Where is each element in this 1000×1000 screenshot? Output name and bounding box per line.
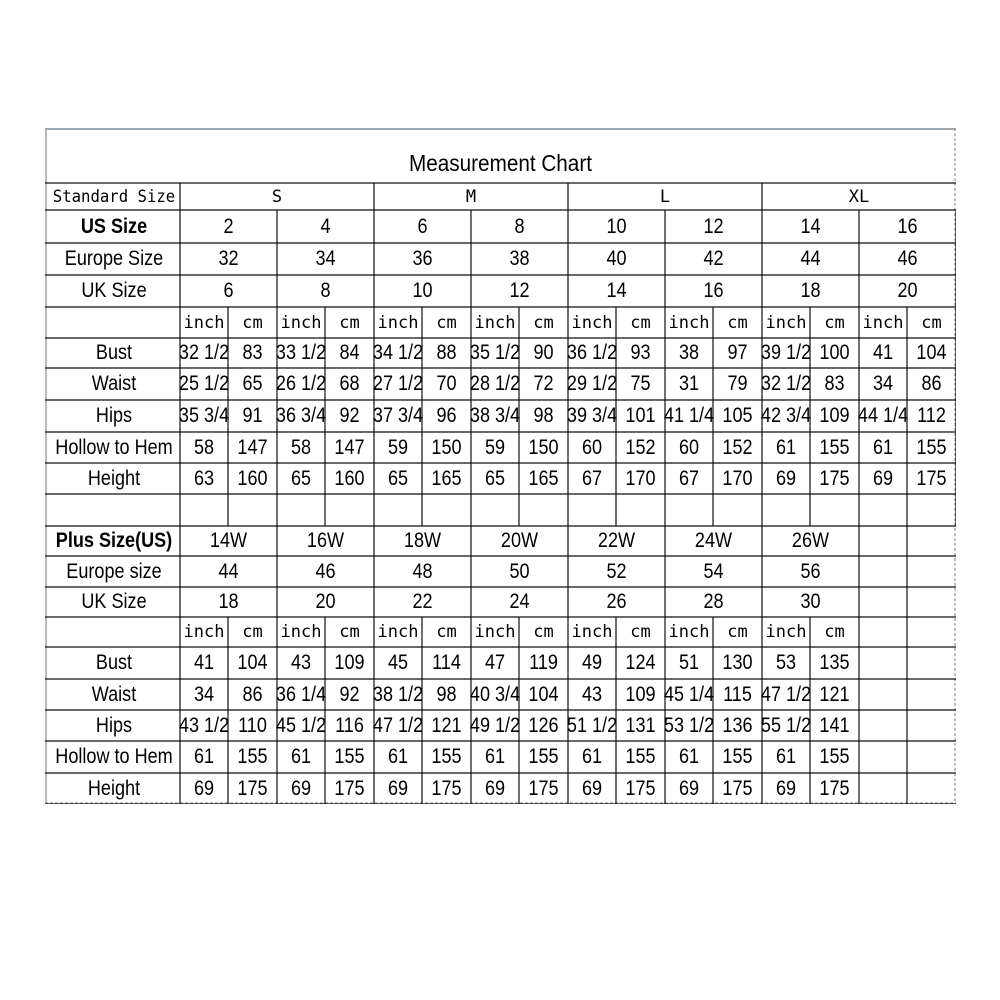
measure-value: 155 [334, 745, 365, 768]
measure-value: 97 [727, 341, 748, 364]
measure-value: 69 [290, 776, 312, 800]
uk-size-label: UK Size [81, 279, 147, 302]
measure-value: 160 [237, 466, 268, 490]
measure-value: 58 [290, 435, 312, 459]
size-value: 4 [320, 214, 331, 238]
measure-value: 27 1/2 [372, 372, 424, 395]
measure-value: 170 [625, 466, 656, 490]
measure-value: 63 [193, 466, 215, 490]
unit-cm: cm [630, 312, 651, 333]
unit-cm: cm [242, 622, 263, 642]
measure-value: 51 1/2 [566, 713, 618, 737]
measure-value: 41 1/4 [663, 404, 715, 427]
measure-value: 112 [917, 404, 946, 427]
measure-value: 35 3/4 [178, 404, 230, 427]
measure-value: 43 1/2 [178, 713, 230, 737]
measure-value: 69 [484, 776, 506, 800]
plus-size-value: 16W [306, 529, 345, 552]
measure-value: 90 [533, 341, 554, 364]
plus-size-value: 48 [412, 559, 433, 583]
plus-size-value: 24 [509, 590, 530, 613]
measure-value: 152 [722, 435, 753, 459]
measure-value: 92 [339, 682, 360, 706]
measure-value: 110 [238, 713, 267, 737]
measure-value: 61 [387, 745, 409, 768]
us-size-label: US Size [80, 214, 148, 238]
measure-value: 91 [242, 404, 263, 427]
measure-value: 155 [431, 745, 462, 768]
measure-value: 175 [819, 776, 850, 800]
size-value: 6 [223, 279, 234, 302]
unit-inch: inch [765, 312, 807, 333]
size-group-s: S [271, 186, 283, 207]
plus-us-size-label: Plus Size(US) [55, 529, 173, 552]
measure-value: 155 [819, 435, 850, 459]
measure-value: 31 [678, 372, 700, 395]
measure-value: 104 [237, 651, 268, 674]
measure-value: 69 [872, 466, 894, 490]
size-value: 44 [800, 247, 821, 270]
measure-value: 61 [775, 435, 797, 459]
plus-size-value: 56 [800, 559, 821, 583]
measure-value: 36 1/4 [275, 682, 327, 706]
measure-value: 69 [775, 776, 797, 800]
measure-value: 155 [528, 745, 559, 768]
europe-size-label: Europe Size [64, 247, 164, 270]
plus-size-value: 24W [694, 529, 733, 552]
unit-cm: cm [630, 622, 651, 642]
measure-value: 93 [630, 341, 651, 364]
standard-size-label: Standard Size [52, 186, 176, 207]
measure-value: 41 [193, 651, 215, 674]
unit-inch: inch [377, 622, 419, 642]
measure-value: 42 3/4 [760, 404, 812, 427]
size-group-m: M [465, 186, 477, 207]
measure-value: 49 [581, 651, 603, 674]
measure-value: 47 1/2 [372, 713, 424, 737]
measure-value: 150 [431, 435, 462, 459]
measure-value: 101 [625, 404, 656, 427]
measure-value: 65 [387, 466, 409, 490]
measure-value: 83 [242, 341, 263, 364]
measure-value: 130 [722, 651, 753, 674]
measure-value: 147 [237, 435, 268, 459]
measure-value: 39 3/4 [566, 404, 618, 427]
measure-value: 155 [722, 745, 753, 768]
measure-value: 155 [625, 745, 656, 768]
size-value: 14 [800, 214, 821, 238]
measure-value: 32 1/2 [178, 341, 230, 364]
measure-value: 109 [819, 404, 850, 427]
unit-cm: cm [727, 312, 748, 333]
measure-label: Height [87, 776, 141, 800]
size-group-xl: XL [848, 186, 870, 207]
unit-inch: inch [280, 312, 322, 333]
plus-size-value: 18 [218, 590, 239, 613]
plus-size-value: 30 [800, 590, 821, 613]
measure-value: 150 [528, 435, 559, 459]
measure-value: 44 1/4 [857, 404, 909, 427]
size-value: 46 [897, 247, 918, 270]
measure-value: 175 [819, 466, 850, 490]
measure-value: 61 [581, 745, 603, 768]
measure-value: 69 [193, 776, 215, 800]
measure-value: 34 [193, 682, 215, 706]
size-value: 8 [320, 279, 331, 302]
size-value: 10 [412, 279, 433, 302]
measure-value: 35 1/2 [469, 341, 521, 364]
measure-value: 41 [872, 341, 894, 364]
measure-value: 60 [581, 435, 603, 459]
size-value: 12 [703, 214, 724, 238]
measure-value: 100 [819, 341, 850, 364]
measure-value: 67 [581, 466, 603, 490]
measure-label: Waist [91, 682, 137, 706]
measure-value: 175 [916, 466, 947, 490]
unit-cm: cm [533, 622, 554, 642]
size-value: 16 [703, 279, 724, 302]
unit-cm: cm [242, 312, 263, 333]
size-value: 14 [606, 279, 627, 302]
plus-size-value: 26W [791, 529, 830, 552]
measure-value: 121 [819, 682, 850, 706]
size-value: 38 [509, 247, 530, 270]
measure-value: 33 1/2 [275, 341, 327, 364]
measure-value: 59 [484, 435, 506, 459]
size-value: 40 [606, 247, 627, 270]
unit-inch: inch [377, 312, 419, 333]
measure-value: 92 [339, 404, 360, 427]
measure-label: Bust [95, 651, 133, 674]
measure-label: Waist [91, 372, 137, 395]
unit-inch: inch [183, 622, 225, 642]
unit-inch: inch [571, 312, 613, 333]
measure-value: 175 [625, 776, 656, 800]
measure-value: 59 [387, 435, 409, 459]
measure-value: 47 [484, 651, 506, 674]
measure-value: 53 [775, 651, 797, 674]
measure-value: 121 [431, 713, 462, 737]
size-value: 18 [800, 279, 821, 302]
plus-size-value: 44 [218, 559, 239, 583]
measure-value: 61 [775, 745, 797, 768]
size-value: 20 [897, 279, 918, 302]
measure-value: 47 1/2 [760, 682, 812, 706]
measure-value: 32 1/2 [760, 372, 812, 395]
measure-label: Hips [95, 404, 133, 427]
measure-value: 175 [237, 776, 268, 800]
measure-value: 26 1/2 [275, 372, 327, 395]
measurement-chart [45, 128, 956, 804]
measure-value: 49 1/2 [469, 713, 521, 737]
plus-size-value: 28 [703, 590, 724, 613]
measure-value: 126 [528, 713, 559, 737]
measure-value: 79 [727, 372, 748, 395]
measure-value: 83 [824, 372, 845, 395]
measure-value: 38 3/4 [469, 404, 521, 427]
unit-cm: cm [921, 312, 942, 333]
measure-value: 104 [916, 341, 947, 364]
unit-inch: inch [668, 622, 710, 642]
measure-value: 175 [334, 776, 365, 800]
measure-value: 61 [678, 745, 700, 768]
unit-inch: inch [474, 312, 516, 333]
size-value: 8 [514, 214, 525, 238]
measure-value: 114 [432, 651, 461, 674]
measure-value: 160 [334, 466, 365, 490]
measure-value: 86 [921, 372, 942, 395]
measure-value: 39 1/2 [760, 341, 812, 364]
size-group-l: L [659, 186, 671, 207]
unit-cm: cm [727, 622, 748, 642]
plus-size-value: 20 [315, 590, 336, 613]
measure-value: 98 [533, 404, 554, 427]
measure-value: 36 3/4 [275, 404, 327, 427]
measure-value: 45 [387, 651, 409, 674]
size-value: 16 [897, 214, 918, 238]
unit-cm: cm [824, 622, 845, 642]
plus-size-value: 18W [403, 529, 442, 552]
measure-value: 60 [678, 435, 700, 459]
measure-value: 105 [722, 404, 753, 427]
unit-cm: cm [339, 312, 360, 333]
unit-cm: cm [339, 622, 360, 642]
measure-value: 67 [678, 466, 700, 490]
measure-value: 61 [193, 745, 215, 768]
measure-value: 69 [387, 776, 409, 800]
measure-value: 115 [723, 682, 752, 706]
chart-title: Measurement Chart [409, 149, 592, 176]
measure-value: 65 [290, 466, 312, 490]
unit-inch: inch [183, 312, 225, 333]
measure-value: 109 [334, 651, 365, 674]
measure-value: 86 [242, 682, 263, 706]
measure-value: 152 [625, 435, 656, 459]
unit-cm: cm [533, 312, 554, 333]
measure-value: 65 [242, 372, 263, 395]
measure-value: 34 [872, 372, 894, 395]
plus-size-value: 46 [315, 559, 336, 583]
measure-value: 175 [431, 776, 462, 800]
plus-size-value: 22 [412, 590, 433, 613]
plus-size-value: 52 [606, 559, 627, 583]
measure-value: 68 [339, 372, 360, 395]
size-value: 42 [703, 247, 724, 270]
measure-value: 53 1/2 [663, 713, 715, 737]
plus-size-value: 20W [500, 529, 539, 552]
measure-value: 88 [436, 341, 457, 364]
measure-value: 147 [334, 435, 365, 459]
unit-inch: inch [765, 622, 807, 642]
measure-value: 61 [484, 745, 506, 768]
unit-inch: inch [571, 622, 613, 642]
measure-label: Hollow to Hem [55, 435, 173, 459]
measure-value: 104 [528, 682, 559, 706]
measure-value: 36 1/2 [566, 341, 618, 364]
measure-value: 43 [290, 651, 312, 674]
size-value: 10 [606, 214, 627, 238]
measure-label: Hollow to Hem [55, 745, 173, 768]
measure-value: 28 1/2 [469, 372, 521, 395]
measure-value: 38 1/2 [372, 682, 424, 706]
unit-inch: inch [668, 312, 710, 333]
measure-value: 175 [528, 776, 559, 800]
measure-value: 98 [436, 682, 457, 706]
unit-inch: inch [280, 622, 322, 642]
measure-value: 69 [581, 776, 603, 800]
measure-value: 131 [625, 713, 656, 737]
measure-value: 55 1/2 [760, 713, 812, 737]
measure-value: 51 [678, 651, 700, 674]
size-value: 2 [223, 214, 234, 238]
measure-value: 155 [819, 745, 850, 768]
size-value: 36 [412, 247, 433, 270]
measure-value: 155 [916, 435, 947, 459]
size-value: 12 [509, 279, 530, 302]
measure-value: 69 [678, 776, 700, 800]
plus-size-value: 14W [209, 529, 248, 552]
measure-value: 170 [722, 466, 753, 490]
unit-cm: cm [436, 312, 457, 333]
measure-value: 45 1/2 [275, 713, 327, 737]
unit-inch: inch [474, 622, 516, 642]
measure-label: Bust [95, 341, 133, 364]
measure-value: 165 [431, 466, 462, 490]
measure-value: 61 [872, 435, 894, 459]
measure-value: 75 [630, 372, 651, 395]
measure-value: 136 [722, 713, 753, 737]
measure-value: 40 3/4 [469, 682, 521, 706]
measure-value: 43 [581, 682, 603, 706]
measure-value: 58 [193, 435, 215, 459]
unit-cm: cm [436, 622, 457, 642]
size-value: 32 [218, 247, 239, 270]
measure-value: 38 [678, 341, 700, 364]
measure-value: 165 [528, 466, 559, 490]
plus-uk-size-label: UK Size [81, 590, 147, 613]
measure-value: 141 [819, 713, 850, 737]
measure-value: 135 [819, 651, 850, 674]
measure-value: 119 [529, 651, 558, 674]
plus-size-value: 22W [597, 529, 636, 552]
measure-value: 29 1/2 [566, 372, 618, 395]
plus-europe-size-label: Europe size [66, 559, 162, 583]
measure-value: 34 1/2 [372, 341, 424, 364]
measure-label: Hips [95, 713, 133, 737]
unit-inch: inch [862, 312, 904, 333]
unit-cm: cm [824, 312, 845, 333]
measure-value: 175 [722, 776, 753, 800]
measure-value: 72 [533, 372, 554, 395]
measure-value: 96 [436, 404, 457, 427]
measure-value: 116 [335, 713, 364, 737]
measure-value: 65 [484, 466, 506, 490]
measure-value: 155 [237, 745, 268, 768]
measure-value: 37 3/4 [372, 404, 424, 427]
measure-value: 84 [339, 341, 360, 364]
measure-value: 70 [436, 372, 457, 395]
measure-value: 69 [775, 466, 797, 490]
size-value: 34 [315, 247, 336, 270]
plus-size-value: 54 [703, 559, 724, 583]
size-value: 6 [417, 214, 428, 238]
measure-value: 25 1/2 [178, 372, 230, 395]
measure-label: Height [87, 466, 141, 490]
measure-value: 109 [625, 682, 656, 706]
measure-value: 45 1/4 [663, 682, 715, 706]
measure-value: 61 [290, 745, 312, 768]
plus-size-value: 26 [606, 590, 627, 613]
measure-value: 124 [625, 651, 656, 674]
plus-size-value: 50 [509, 559, 530, 583]
